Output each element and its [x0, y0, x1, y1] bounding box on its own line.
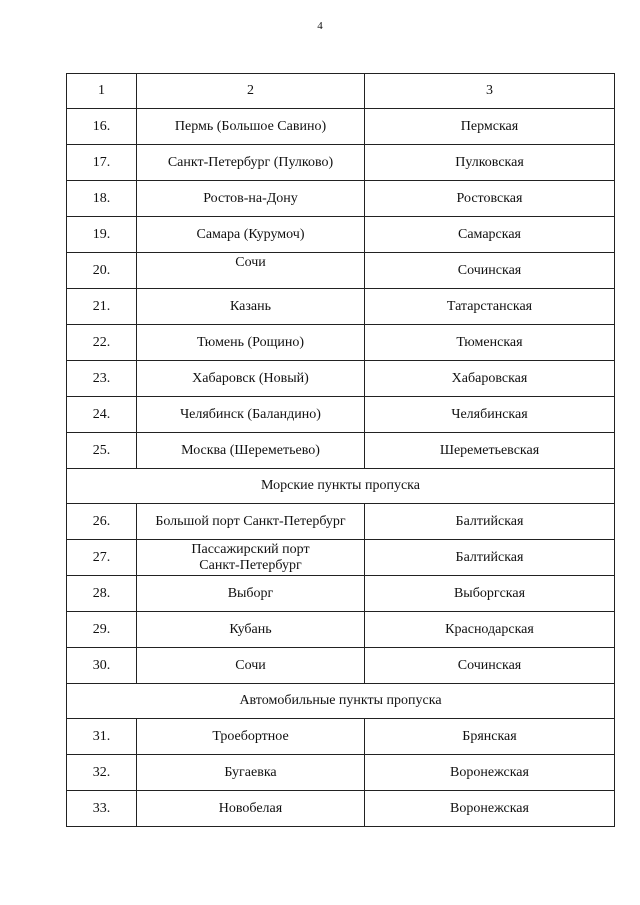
- customs-name: Воронежская: [365, 791, 615, 827]
- checkpoint-name: Большой порт Санкт-Петербург: [137, 504, 365, 540]
- row-number: 31.: [67, 719, 137, 755]
- checkpoint-name: Ростов-на-Дону: [137, 181, 365, 217]
- checkpoint-name: Бугаевка: [137, 755, 365, 791]
- section-header-row: [67, 469, 615, 504]
- row-number: 18.: [67, 181, 137, 217]
- customs-name: Ростовская: [365, 181, 615, 217]
- page-number: 4: [317, 20, 323, 32]
- table-row: [67, 325, 615, 361]
- customs-name: Самарская: [365, 217, 615, 253]
- table-row: [67, 576, 615, 612]
- checkpoint-name: Санкт-Петербург (Пулково): [137, 145, 365, 181]
- table-row: [67, 719, 615, 755]
- customs-name: Тюменская: [365, 325, 615, 361]
- table-row: [67, 612, 615, 648]
- section-header-row: [67, 684, 615, 719]
- checkpoint-name-line-1: Пассажирский порт: [191, 541, 310, 557]
- customs-name: Челябинская: [365, 397, 615, 433]
- row-number: 17.: [67, 145, 137, 181]
- row-number: 28.: [67, 576, 137, 612]
- checkpoint-name: Сочи: [137, 648, 365, 684]
- row-number: 25.: [67, 433, 137, 469]
- checkpoint-name: Казань: [137, 289, 365, 325]
- checkpoint-name: Тюмень (Рощино): [137, 325, 365, 361]
- customs-name: Воронежская: [365, 755, 615, 791]
- checkpoint-name: Пермь (Большое Савино): [137, 109, 365, 145]
- checkpoint-name: Самара (Курумоч): [137, 217, 365, 253]
- header-cell-3: 3: [365, 74, 615, 109]
- checkpoint-name: Кубань: [137, 612, 365, 648]
- checkpoint-name: [137, 540, 365, 576]
- table-row: [67, 397, 615, 433]
- table-row: [67, 504, 615, 540]
- customs-name: Балтийская: [365, 540, 615, 576]
- row-number: 33.: [67, 791, 137, 827]
- checkpoint-name-line-2: Санкт-Петербург: [199, 557, 302, 573]
- table-row: [67, 361, 615, 397]
- checkpoint-name: Троебортное: [137, 719, 365, 755]
- table-row: [67, 145, 615, 181]
- table-row: [67, 648, 615, 684]
- row-number: 26.: [67, 504, 137, 540]
- checkpoint-table: [66, 73, 615, 827]
- customs-name: Брянская: [365, 719, 615, 755]
- table-row: [67, 791, 615, 827]
- customs-name: Татарстанская: [365, 289, 615, 325]
- checkpoint-name: Выборг: [137, 576, 365, 612]
- checkpoint-name: Хабаровск (Новый): [137, 361, 365, 397]
- checkpoint-name: Новобелая: [137, 791, 365, 827]
- header-cell-1: 1: [67, 74, 137, 109]
- table-row: [67, 540, 615, 576]
- row-number: 30.: [67, 648, 137, 684]
- row-number: 20.: [67, 253, 137, 289]
- row-number: 19.: [67, 217, 137, 253]
- row-number: 16.: [67, 109, 137, 145]
- table-row: [67, 181, 615, 217]
- header-cell-2: 2: [137, 74, 365, 109]
- row-number: 21.: [67, 289, 137, 325]
- customs-name: Пермская: [365, 109, 615, 145]
- row-number: 23.: [67, 361, 137, 397]
- table-row: [67, 109, 615, 145]
- table-row: [67, 289, 615, 325]
- checkpoint-name: Челябинск (Баландино): [137, 397, 365, 433]
- row-number: 24.: [67, 397, 137, 433]
- customs-name: Шереметьевская: [365, 433, 615, 469]
- customs-name: Хабаровская: [365, 361, 615, 397]
- customs-name: Краснодарская: [365, 612, 615, 648]
- section-title-road: Автомобильные пункты пропуска: [67, 684, 615, 719]
- customs-name: Балтийская: [365, 504, 615, 540]
- checkpoint-name: [137, 253, 365, 289]
- table-row: [67, 755, 615, 791]
- table-row: [67, 253, 615, 289]
- table-row: [67, 433, 615, 469]
- customs-name: Пулковская: [365, 145, 615, 181]
- section-title-sea: Морские пункты пропуска: [67, 469, 615, 504]
- row-number: 27.: [67, 540, 137, 576]
- row-number: 22.: [67, 325, 137, 361]
- checkpoint-name-text: Сочи: [235, 254, 266, 270]
- customs-name: Сочинская: [365, 253, 615, 289]
- customs-name: Выборгская: [365, 576, 615, 612]
- row-number: 32.: [67, 755, 137, 791]
- customs-name: Сочинская: [365, 648, 615, 684]
- table-header-row: [67, 74, 615, 109]
- table-row: [67, 217, 615, 253]
- checkpoint-name: Москва (Шереметьево): [137, 433, 365, 469]
- row-number: 29.: [67, 612, 137, 648]
